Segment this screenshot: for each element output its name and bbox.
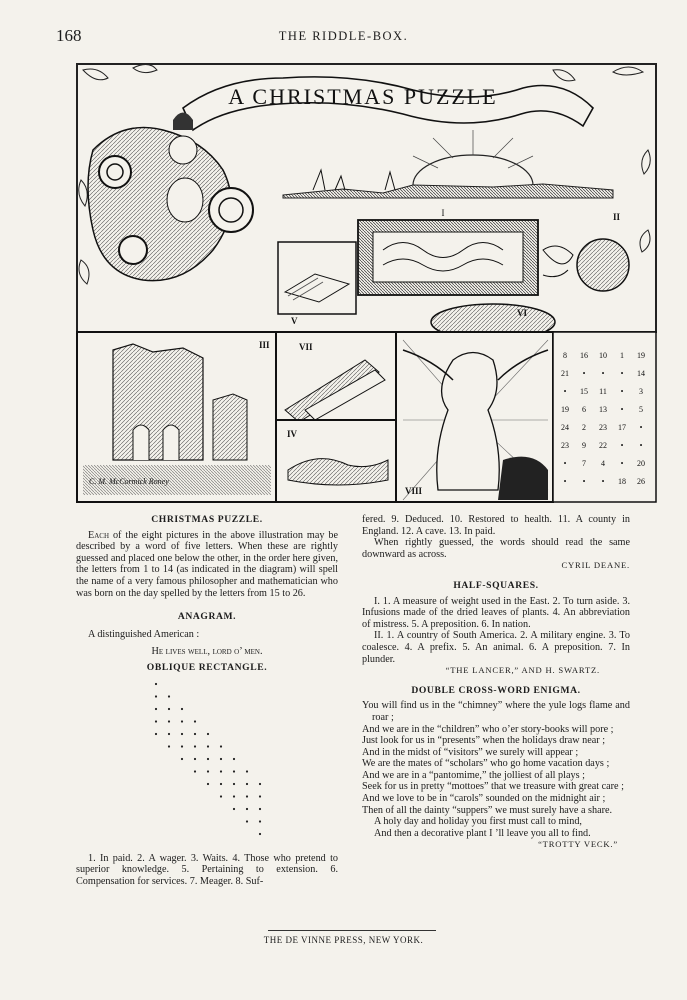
diagram-cell: 18 (618, 477, 626, 486)
artist-signature: C. M. McCormick Roney (89, 477, 169, 486)
diagram-cell: • (601, 477, 605, 486)
dot (220, 757, 222, 759)
diagram-cell: 19 (561, 405, 569, 414)
dot (181, 720, 183, 722)
half-squares-signature: “THE LANCER,” AND H. SWARTZ. (445, 665, 600, 676)
diagram-cell: • (620, 387, 624, 396)
dot-grid (76, 674, 338, 849)
dot (233, 782, 235, 784)
dot (233, 807, 235, 809)
dot (181, 732, 183, 734)
diagram-cell: 20 (637, 459, 645, 468)
diagram-cell: 19 (637, 351, 645, 360)
diagram-cell: 15 (580, 387, 588, 396)
diagram-cell: • (582, 477, 586, 486)
diagram-cell: • (582, 369, 586, 378)
christmas-puzzle-heading: CHRISTMAS PUZZLE. (151, 514, 263, 525)
verse-line: A holy day and holiday you first must call to mind, (374, 816, 582, 828)
footer-rule (268, 930, 436, 931)
verse-line: You will find us in the “chimney” where the yule logs flame and roar ; (362, 700, 630, 723)
dot (220, 745, 222, 747)
double-cross-word-signature: “TROTTY VECK.” (538, 839, 618, 850)
dot (181, 757, 183, 759)
dot (233, 770, 235, 772)
verse-line: And in the midst of “visitors” we surely will appear ; (362, 746, 579, 758)
dot (181, 707, 183, 709)
dot (194, 732, 196, 734)
page-number: 168 (56, 26, 82, 45)
dot (155, 707, 157, 709)
diagram-cell: 26 (637, 477, 645, 486)
banner-title: A CHRISTMAS PUZZLE (228, 84, 498, 109)
oblique-rectangle-clues-right: fered. 9. Deduced. 10. Restored to health. 11. A county in England. 12. A cave. 13. In paid. (362, 514, 630, 537)
diagram-cell: • (620, 369, 624, 378)
oblique-rectangle-signature: CYRIL DEANE. (561, 560, 630, 571)
right-column (362, 514, 630, 851)
dot (168, 720, 170, 722)
dot (207, 745, 209, 747)
diagram-cell: • (563, 459, 567, 468)
half-squares-part2: II. 1. A country of South America. 2. A military engine. 3. To coalesce. 4. A prefix. 5. An animal. 6. A preposition. 7. In plunder. (362, 630, 630, 665)
dot (207, 782, 209, 784)
dot (246, 770, 248, 772)
dot (220, 770, 222, 772)
diagram-cell: 4 (601, 459, 605, 468)
dot (233, 757, 235, 759)
dot (259, 807, 261, 809)
diagram-cell: 13 (599, 405, 607, 414)
diagram-cell: 10 (599, 351, 607, 360)
anagram-text: He lives well, lord o’ men. (151, 646, 263, 658)
oblique-rectangle-heading: OBLIQUE RECTANGLE. (146, 661, 268, 673)
footer-imprint: THE DE VINNE PRESS, NEW YORK. (263, 935, 424, 945)
sunrise-scene (283, 130, 613, 198)
double-cross-word-verse (362, 700, 630, 839)
dot (168, 695, 170, 697)
verse-line: Then of all the dainty “suppers” we must surely have a share. (362, 804, 613, 816)
diagram-cell: 11 (599, 387, 607, 396)
dot (259, 795, 261, 797)
diagram-cell: • (563, 387, 567, 396)
oblique-rectangle-clues-left: 1. In paid. 2. A wager. 3. Waits. 4. Those who pretend to superior knowledge. 5. Pertaining to extension. 6. Compensation for services. 7. Meager. 8. Suf- (76, 852, 338, 887)
diagram-cell: • (620, 459, 624, 468)
oblique-rectangle-note: When rightly guessed, the words should read the same downward as across. (362, 537, 630, 560)
diagram-cell: • (639, 441, 643, 450)
left-column (76, 514, 338, 887)
diagram-cell: 6 (582, 405, 586, 414)
diagram-cell: 24 (561, 423, 569, 432)
verse-line: Seek for us in pretty “mottoes” that we treasure with great care ; (362, 781, 624, 793)
diagram-cell: 3 (639, 387, 643, 396)
dot (155, 720, 157, 722)
label-viii: VIII (405, 486, 423, 496)
half-squares-heading: HALF-SQUARES. (453, 579, 539, 591)
diagram-cell: 5 (639, 405, 643, 414)
dot (194, 770, 196, 772)
diagram-cell: 17 (618, 423, 626, 432)
puzzle-body: of the eight pictures in the above illustration may be described by a word of five letters. When these are rightly guessed and placed one below the other, in the order here given, the letters from 1 to 14 (as indicated in the diagram) will spell the name of a very famous philosopher and mathematician who was born on the day spelled by the letters from 15 to 26. (76, 529, 338, 599)
diagram-cell: 8 (563, 351, 567, 360)
dot (246, 795, 248, 797)
diagram-cell: 22 (599, 441, 607, 450)
label-ii: II (613, 212, 621, 222)
dot (168, 745, 170, 747)
dot (233, 795, 235, 797)
label-vii: VII (299, 342, 313, 352)
diagram-cell: 2 (582, 423, 586, 432)
diagram-cell: • (620, 405, 624, 414)
dot (168, 732, 170, 734)
verse-line: We are the mates of “scholars” who go home vacation days ; (362, 758, 610, 770)
diagram-cell: 1 (620, 351, 624, 360)
oblique-rectangle-diagram (76, 674, 338, 849)
christmas-puzzle-illustration (73, 60, 660, 505)
diagram-cell: 21 (561, 369, 569, 378)
label-iv: IV (287, 429, 298, 439)
dot (207, 757, 209, 759)
verse-line: And we are in the “children” who o’er story-books will pore ; (362, 723, 614, 735)
christmas-puzzle-text (76, 530, 338, 600)
verse-line: And we love to be in “carols” sounded on the midnight air ; (362, 793, 606, 805)
dot (194, 757, 196, 759)
dot (207, 732, 209, 734)
diagram-cell: 23 (561, 441, 569, 450)
dot (246, 782, 248, 784)
diagram-cell: 16 (580, 351, 588, 360)
dot (194, 720, 196, 722)
picture-ii-fruit (577, 239, 629, 291)
picture-iii-ruin (113, 344, 203, 460)
verse-line: Just look for us in “presents” when the holidays draw near ; (362, 735, 606, 747)
anagram-intro: A distinguished American : (88, 628, 200, 640)
verse-line: And we are in a “pantomime,” the jolliest of all plays ; (362, 769, 585, 781)
dot (194, 745, 196, 747)
dot (168, 707, 170, 709)
dot (181, 745, 183, 747)
diagram-cell: 23 (599, 423, 607, 432)
anagram-heading: ANAGRAM. (177, 611, 237, 623)
dot (259, 832, 261, 834)
dot (155, 695, 157, 697)
label-i: I (441, 208, 445, 218)
diagram-cell: 9 (582, 441, 586, 450)
diagram-cell: • (620, 441, 624, 450)
diagram-cell: • (639, 423, 643, 432)
dot (259, 820, 261, 822)
dot (207, 770, 209, 772)
lead-word: Each (88, 529, 110, 541)
diagram-cell: 14 (637, 369, 645, 378)
dot (220, 795, 222, 797)
dot (155, 682, 157, 684)
diagram-cell: 7 (582, 459, 586, 468)
running-title: THE RIDDLE-BOX. (278, 29, 409, 43)
label-v: V (291, 316, 298, 326)
verse-line: And then a decorative plant I ’ll leave you all to find. (374, 827, 591, 839)
label-iii: III (259, 340, 270, 350)
label-vi: VI (517, 308, 528, 318)
double-cross-word-heading: DOUBLE CROSS-WORD ENIGMA. (411, 684, 581, 696)
diagram-cell: • (601, 369, 605, 378)
dot (220, 782, 222, 784)
diagram-cell: • (563, 477, 567, 486)
dot (246, 807, 248, 809)
dot (155, 732, 157, 734)
dot (246, 820, 248, 822)
dot (259, 782, 261, 784)
half-squares-part1: I. 1. A measure of weight used in the East. 2. To turn aside. 3. Infusions made of the dried leaves of plants. 4. An abbreviation of mistress. 5. A preposition. 6. In nation. (362, 595, 630, 630)
ornate-cartouche (88, 113, 253, 281)
